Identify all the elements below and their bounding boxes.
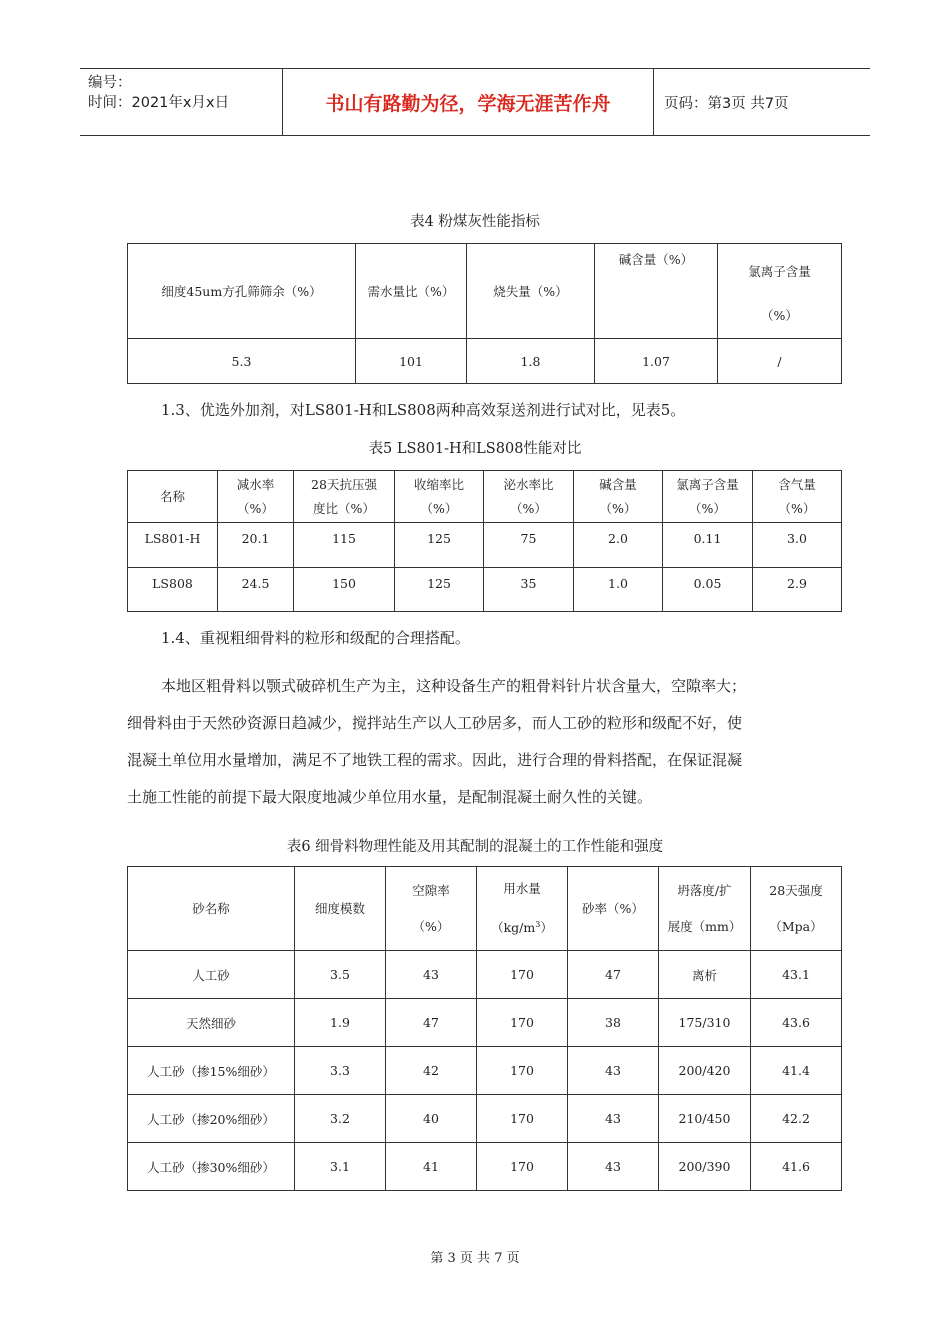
table-row bbox=[128, 999, 842, 1047]
table-cell: 人工砂 bbox=[128, 951, 295, 999]
paragraph-1-3: 1.3、优选外加剂，对LS801-H和LS808两种高效泵送剂进行试对比，见表5。 bbox=[161, 401, 686, 419]
page-header bbox=[80, 68, 870, 136]
table-cell: 125 bbox=[395, 568, 484, 612]
header-text: 泌水率比 bbox=[503, 476, 554, 492]
header-text: 用水量 bbox=[503, 880, 541, 896]
table-cell: 40 bbox=[386, 1095, 477, 1143]
table-cell: 170 bbox=[477, 1047, 568, 1095]
table5 bbox=[127, 470, 842, 612]
table-cell: 41 bbox=[386, 1143, 477, 1191]
table-cell: 200/390 bbox=[659, 1143, 751, 1191]
table-row bbox=[128, 867, 842, 951]
table-row bbox=[128, 244, 842, 339]
date-label: 时间：2021年x月x日 bbox=[88, 95, 230, 111]
table-cell: 24.5 bbox=[218, 568, 294, 612]
table-cell: 3.2 bbox=[295, 1095, 386, 1143]
table-cell: 2.0 bbox=[574, 523, 663, 568]
table-row bbox=[128, 339, 842, 384]
table-cell: 43.1 bbox=[751, 951, 842, 999]
header-unit: （kg/m bbox=[491, 920, 536, 936]
table-cell: 47 bbox=[386, 999, 477, 1047]
table6 bbox=[127, 866, 842, 1191]
table-header-cell: 烧失量（%） bbox=[467, 244, 595, 339]
table-cell: 0.11 bbox=[663, 523, 753, 568]
table-cell: 38 bbox=[568, 999, 659, 1047]
table-header-cell: 细度模数 bbox=[295, 867, 386, 951]
table-cell: 43 bbox=[386, 951, 477, 999]
header-text: 氯离子含量 bbox=[748, 264, 811, 279]
header-text: 减水率 bbox=[236, 476, 275, 492]
number-label: 编号： bbox=[88, 75, 132, 91]
table6-caption: 表6 细骨料物理性能及用其配制的混凝土的工作性能和强度 bbox=[286, 839, 664, 855]
header-unit: （%） bbox=[778, 500, 816, 516]
table-cell: 41.4 bbox=[751, 1047, 842, 1095]
table5-caption: 表5 LS801-H和LS808性能对比 bbox=[368, 441, 582, 457]
header-text: 坍落度/扩 bbox=[677, 882, 732, 898]
table-cell: 170 bbox=[477, 1095, 568, 1143]
header-unit: 展度（mm） bbox=[667, 918, 742, 934]
table-cell: 人工砂（掺15%细砂） bbox=[128, 1047, 295, 1095]
table-header-cell bbox=[718, 244, 842, 339]
table-cell: 170 bbox=[477, 1143, 568, 1191]
table-header-cell bbox=[386, 867, 477, 951]
page-footer: 第 3 页 共 7 页 bbox=[430, 1251, 520, 1266]
table-cell: 3.5 bbox=[295, 951, 386, 999]
header-unit: （%） bbox=[510, 500, 547, 516]
header-text: 28天抗压强 bbox=[311, 476, 377, 492]
table-cell: 101 bbox=[356, 339, 467, 384]
table-cell: / bbox=[718, 339, 842, 384]
table-header-cell bbox=[753, 471, 842, 523]
table-row bbox=[128, 523, 842, 568]
table-header-cell bbox=[574, 471, 663, 523]
table-cell: 42.2 bbox=[751, 1095, 842, 1143]
header-motto: 书山有路勤为径，学海无涯苦作舟 bbox=[282, 69, 654, 135]
table-row bbox=[128, 951, 842, 999]
table4-caption: 表4 粉煤灰性能指标 bbox=[410, 214, 540, 230]
table-cell: 125 bbox=[395, 523, 484, 568]
header-unit: （%） bbox=[420, 500, 458, 516]
superscript: 3 bbox=[535, 919, 541, 929]
table-cell: 170 bbox=[477, 999, 568, 1047]
header-text: 氯离子含量 bbox=[676, 476, 739, 492]
table-header-cell bbox=[751, 867, 842, 951]
table-cell: 75 bbox=[484, 523, 574, 568]
header-unit: （%） bbox=[689, 500, 726, 516]
table-header-cell bbox=[477, 867, 568, 951]
paragraph-1-4: 1.4、重视粗细骨料的粒形和级配的合理搭配。 bbox=[161, 629, 470, 647]
table-cell: 43 bbox=[568, 1143, 659, 1191]
header-unit: 度比（%） bbox=[313, 500, 375, 516]
paragraph-line: 本地区粗骨料以颚式破碎机生产为主，这种设备生产的粗骨料针片状含量大，空隙率大； bbox=[161, 677, 747, 695]
table-header-cell bbox=[659, 867, 751, 951]
table-cell: 35 bbox=[484, 568, 574, 612]
table-header-cell bbox=[484, 471, 574, 523]
table-cell: 43 bbox=[568, 1095, 659, 1143]
table-cell: 1.9 bbox=[295, 999, 386, 1047]
table-cell: 115 bbox=[294, 523, 395, 568]
table-cell: LS801-H bbox=[128, 523, 218, 568]
table-header-cell bbox=[294, 471, 395, 523]
table-row bbox=[128, 471, 842, 523]
table-cell: 150 bbox=[294, 568, 395, 612]
table-header-cell: 需水量比（%） bbox=[356, 244, 467, 339]
header-text: 含气量 bbox=[778, 476, 816, 492]
table-header-cell bbox=[218, 471, 294, 523]
paragraph-line: 细骨料由于天然砂资源日趋减少，搅拌站生产以人工砂居多，而人工砂的粒形和级配不好，使 bbox=[127, 714, 743, 732]
table-cell: 43.6 bbox=[751, 999, 842, 1047]
table-header-cell: 砂名称 bbox=[128, 867, 295, 951]
table-row bbox=[128, 1095, 842, 1143]
table-row bbox=[128, 568, 842, 612]
table-cell: 47 bbox=[568, 951, 659, 999]
table-cell: 0.05 bbox=[663, 568, 753, 612]
table-cell: 人工砂（掺30%细砂） bbox=[128, 1143, 295, 1191]
table-cell: 人工砂（掺20%细砂） bbox=[128, 1095, 295, 1143]
paragraph-line: 混凝土单位用水量增加，满足不了地铁工程的需求。因此，进行合理的骨料搭配，在保证混凝 bbox=[127, 751, 743, 769]
header-text: 碱含量 bbox=[599, 476, 637, 492]
table-row bbox=[128, 1047, 842, 1095]
header-unit: （%） bbox=[237, 500, 274, 516]
paragraph-line: 土施工性能的前提下最大限度地减少单位用水量，是配制混凝土耐久性的关键。 bbox=[127, 788, 653, 806]
table-header-cell: 细度45um方孔筛筛余（%） bbox=[128, 244, 356, 339]
header-text: 28天强度 bbox=[769, 882, 823, 898]
table-cell: 170 bbox=[477, 951, 568, 999]
body-paragraph bbox=[127, 668, 847, 816]
header-unit: （%） bbox=[599, 500, 637, 516]
table-cell: 3.0 bbox=[753, 523, 842, 568]
table-cell: 1.0 bbox=[574, 568, 663, 612]
table-cell: 2.9 bbox=[753, 568, 842, 612]
table4 bbox=[127, 243, 842, 384]
header-page-label: 页码：第3页 共7页 bbox=[664, 95, 789, 112]
table-cell: 43 bbox=[568, 1047, 659, 1095]
table-cell: 离析 bbox=[659, 951, 751, 999]
table-cell: 20.1 bbox=[218, 523, 294, 568]
table-row bbox=[128, 1143, 842, 1191]
table-cell: LS808 bbox=[128, 568, 218, 612]
table-cell: 5.3 bbox=[128, 339, 356, 384]
table-cell: 200/420 bbox=[659, 1047, 751, 1095]
table-cell: 175/310 bbox=[659, 999, 751, 1047]
table-header-cell bbox=[663, 471, 753, 523]
table-header-cell: 名称 bbox=[128, 471, 218, 523]
header-unit: （Mpa） bbox=[769, 918, 823, 934]
table-cell: 42 bbox=[386, 1047, 477, 1095]
table-cell: 41.6 bbox=[751, 1143, 842, 1191]
header-unit: （%） bbox=[761, 308, 798, 323]
header-text: 空隙率 bbox=[412, 882, 450, 898]
table-header-cell: 碱含量（%） bbox=[595, 244, 718, 339]
table-header-cell bbox=[395, 471, 484, 523]
header-unit-close: ） bbox=[540, 920, 553, 936]
table-cell: 3.3 bbox=[295, 1047, 386, 1095]
table-cell: 1.07 bbox=[595, 339, 718, 384]
table-cell: 210/450 bbox=[659, 1095, 751, 1143]
table-cell: 1.8 bbox=[467, 339, 595, 384]
table-header-cell: 砂率（%） bbox=[568, 867, 659, 951]
table-cell: 天然细砂 bbox=[128, 999, 295, 1047]
header-meta bbox=[80, 69, 282, 135]
header-unit: （%） bbox=[412, 918, 450, 934]
header-text: 收缩率比 bbox=[413, 476, 464, 492]
table-cell: 3.1 bbox=[295, 1143, 386, 1191]
